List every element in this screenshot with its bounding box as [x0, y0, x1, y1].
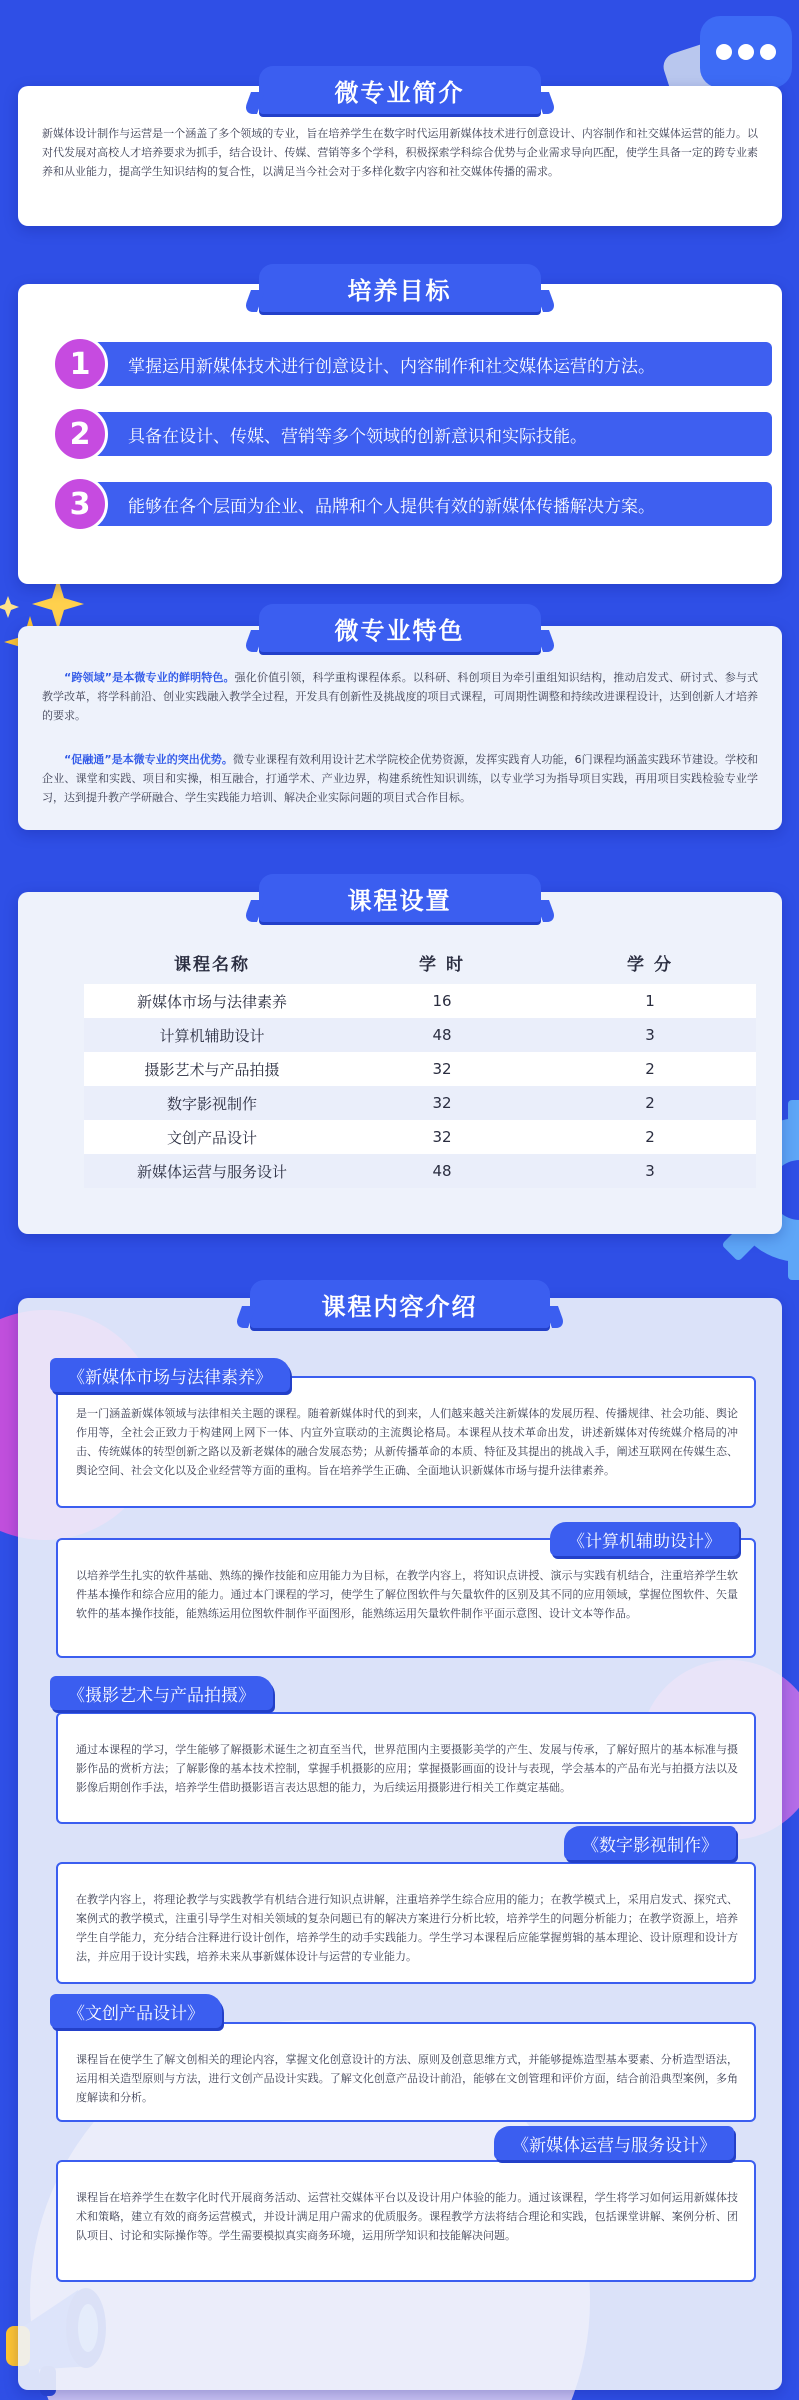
course-name-cell: 计算机辅助设计	[159, 1026, 265, 1045]
course-name-cell: 数字影视制作	[166, 1094, 257, 1113]
feature-highlight-2: “促融通”是本微专业的突出优势。	[64, 753, 233, 766]
course-intro-card	[56, 1376, 756, 1508]
intro-text: 新媒体设计制作与运营是一个涵盖了多个领域的专业，旨在培养学生在数字时代运用新媒体技术进行创意设计、内容制作和社交媒体运营的能力。以对代发展对高校人才培养要求为抓手，结合设计、传媒、营销等多个学科，积极探索学科综合优势与企业需求导向匹配，使学生具备一定的跨专业素养和从业能力，提高学生知识结构的复合性，以满足当今社会对于多样化数字内容和社交媒体传播的需求。	[42, 127, 758, 178]
course-table	[84, 940, 756, 1188]
goal-item	[60, 482, 772, 526]
course-intro-tag: 《文创产品设计》	[50, 1994, 222, 2028]
course-intro-card	[56, 1862, 756, 1984]
feature-paragraph-2	[42, 750, 758, 807]
goal-text: 能够在各个层面为企业、品牌和个人提供有效的新媒体传播解决方案。	[128, 496, 655, 517]
features-title: 微专业特色	[259, 604, 541, 652]
course-credits-cell: 2	[645, 1094, 655, 1112]
table-row	[84, 1154, 756, 1188]
course-credits-cell: 3	[645, 1162, 655, 1180]
courses-title: 课程设置	[259, 874, 541, 922]
course-intro-tag: 《计算机辅助设计》	[550, 1522, 739, 1556]
course-intro-text: 在教学内容上，将理论教学与实践教学有机结合进行知识点讲解，注重培养学生综合应用的能力；在教学模式上，采用启发式、探究式、案例式的教学模式，注重引导学生对相关领域的复杂问题已有的解决方案进行分析比较，培养学生的问题分析能力；在教学资源上，培养学生自学能力，充分结合注释进行设计创作，培养学生的动手实践能力。学生学习本课程后应能掌握剪辑的基本理论、设计原理和设计方法，并应用于设计实践，培养未来从事新媒体设计与运营的专业能力。	[76, 1893, 738, 1963]
courses-panel	[18, 892, 782, 1234]
course-intro-card	[56, 2022, 756, 2122]
goals-title: 培养目标	[259, 264, 541, 312]
course-hours-cell: 32	[432, 1128, 452, 1146]
course-hours-cell: 16	[432, 992, 452, 1010]
course-credits-cell: 1	[645, 992, 655, 1010]
goal-item	[60, 342, 772, 386]
feature-body-1: 强化价值引领，科学重构课程体系。以科研、科创项目为牵引重组知识结构，推动启发式、研讨式、参与式教学改革，将学科前沿、创业实践融入教学全过程，开发具有创新性及挑战度的项目式课程，可周期性调整和持续改进课程设计，达到创新人才培养的要求。	[42, 671, 758, 722]
goals-panel	[18, 284, 782, 584]
goal-text: 掌握运用新媒体技术进行创意设计、内容制作和社交媒体运营的方法。	[128, 356, 655, 377]
goal-item	[60, 412, 772, 456]
course-name-cell: 文创产品设计	[166, 1128, 257, 1147]
course-credits-cell: 3	[645, 1026, 655, 1044]
intro-title: 微专业简介	[259, 66, 541, 114]
course-name-cell: 新媒体运营与服务设计	[136, 1162, 287, 1181]
table-row	[84, 984, 756, 1018]
course-intro-tag: 《新媒体市场与法律素养》	[50, 1358, 290, 1392]
goal-number-badge: 2	[52, 406, 108, 462]
goal-number-badge: 3	[52, 476, 108, 532]
course-intro-text: 是一门涵盖新媒体领域与法律相关主题的课程。随着新媒体时代的到来，人们越来越关注新媒体的发展历程、传播规律、社会功能、舆论作用等，全社会正致力于构建网上网下一体、内宣外宣联动的主流舆论格局。本课程从技术革命出发，讲述新媒体对传统媒介格局的冲击、传统媒体的转型创新之路以及新老媒体的融合发展态势；从新传播革命的本质、特征及其提出的挑战入手，阐述互联网在传媒生态、舆论空间、社会文化以及企业经营等方面的重构。旨在培养学生正确、全面地认识新媒体市场与提升法律素养。	[76, 1407, 738, 1477]
content-title: 课程内容介绍	[250, 1280, 550, 1328]
course-intro-tag: 《数字影视制作》	[564, 1826, 736, 1860]
goal-text: 具备在设计、传媒、营销等多个领域的创新意识和实际技能。	[128, 426, 587, 447]
course-intro-text: 课程旨在使学生了解文创相关的理论内容，掌握文化创意设计的方法、原则及创意思维方式，并能够提炼造型基本要素、分析造型语法，运用相关造型原则与方法，进行文创产品设计实践。了解文化创意产品设计前沿，能够在文创管理和评价方面，结合前沿典型案例，多角度解读和分析。	[76, 2053, 738, 2104]
course-hours-cell: 48	[432, 1162, 452, 1180]
column-header-hours: 学 时	[419, 954, 465, 975]
course-intro-text: 以培养学生扎实的软件基础、熟练的操作技能和应用能力为目标，在教学内容上，将知识点讲授、演示与实践有机结合，注重培养学生软件基本操作和综合应用的能力。通过本门课程的学习，使学生了解位图软件与矢量软件的区别及其不同的应用领域，掌握位图软件、矢量软件的基本操作技能，能熟练运用位图软件制作平面图形，能熟练运用矢量软件制作平面示意图、设计文本等作品。	[76, 1569, 738, 1620]
column-header-name: 课程名称	[174, 954, 250, 975]
course-intro-card	[56, 1538, 756, 1658]
course-name-cell: 摄影艺术与产品拍摄	[144, 1060, 280, 1079]
feature-paragraph-1	[42, 668, 758, 725]
course-intro-tag: 《新媒体运营与服务设计》	[494, 2126, 734, 2160]
course-intro-card	[56, 1712, 756, 1824]
course-credits-cell: 2	[645, 1060, 655, 1078]
course-hours-cell: 32	[432, 1094, 452, 1112]
goal-number-badge: 1	[52, 336, 108, 392]
course-hours-cell: 32	[432, 1060, 452, 1078]
course-credits-cell: 2	[645, 1128, 655, 1146]
features-panel	[18, 626, 782, 830]
table-row	[84, 1120, 756, 1154]
table-row	[84, 1086, 756, 1120]
course-intro-text: 课程旨在培养学生在数字化时代开展商务活动、运营社交媒体平台以及设计用户体验的能力。通过该课程，学生将学习如何运用新媒体技术和策略，建立有效的商务运营模式，并设计满足用户需求的优质服务。课程教学方法将结合理论和实践，包括课堂讲解、案例分析、团队项目、讨论和实际操作等。学生需要模拟真实商务环境，运用所学知识和技能解决问题。	[76, 2191, 738, 2242]
feature-body-2: 微专业课程有效利用设计艺术学院校企优势资源，发挥实践育人功能，6门课程均涵盖实践环节建设。学校和企业、课堂和实践、项目和实操，相互融合，打通学术、产业边界，构建系统性知识训练，以专业学习为指导项目实践，再用项目实践检验专业学习，达到提升教产学研融合、学生实践能力培训、解决企业实际问题的项目式合作目标。	[42, 753, 758, 804]
column-header-credits: 学 分	[627, 954, 673, 975]
course-hours-cell: 48	[432, 1026, 452, 1044]
course-name-cell: 新媒体市场与法律素养	[136, 992, 287, 1011]
course-table-header	[84, 940, 756, 984]
course-intro-text: 通过本课程的学习，学生能够了解摄影术诞生之初直至当代，世界范围内主要摄影美学的产生、发展与传承，了解好照片的基本标准与摄影作品的赏析方法；了解影像的基本技术控制，掌握手机摄影的应用；掌握摄影画面的设计与表现，学会基本的产品布光与拍摄方法以及影像后期创作手法，培养学生借助摄影语言表达思想的能力，为后续运用摄影进行相关工作奠定基础。	[76, 1743, 738, 1794]
course-intro-card	[56, 2160, 756, 2282]
table-row	[84, 1052, 756, 1086]
course-intro-tag: 《摄影艺术与产品拍摄》	[50, 1676, 273, 1710]
feature-highlight-1: “跨领域”是本微专业的鲜明特色。	[64, 671, 235, 684]
table-row	[84, 1018, 756, 1052]
